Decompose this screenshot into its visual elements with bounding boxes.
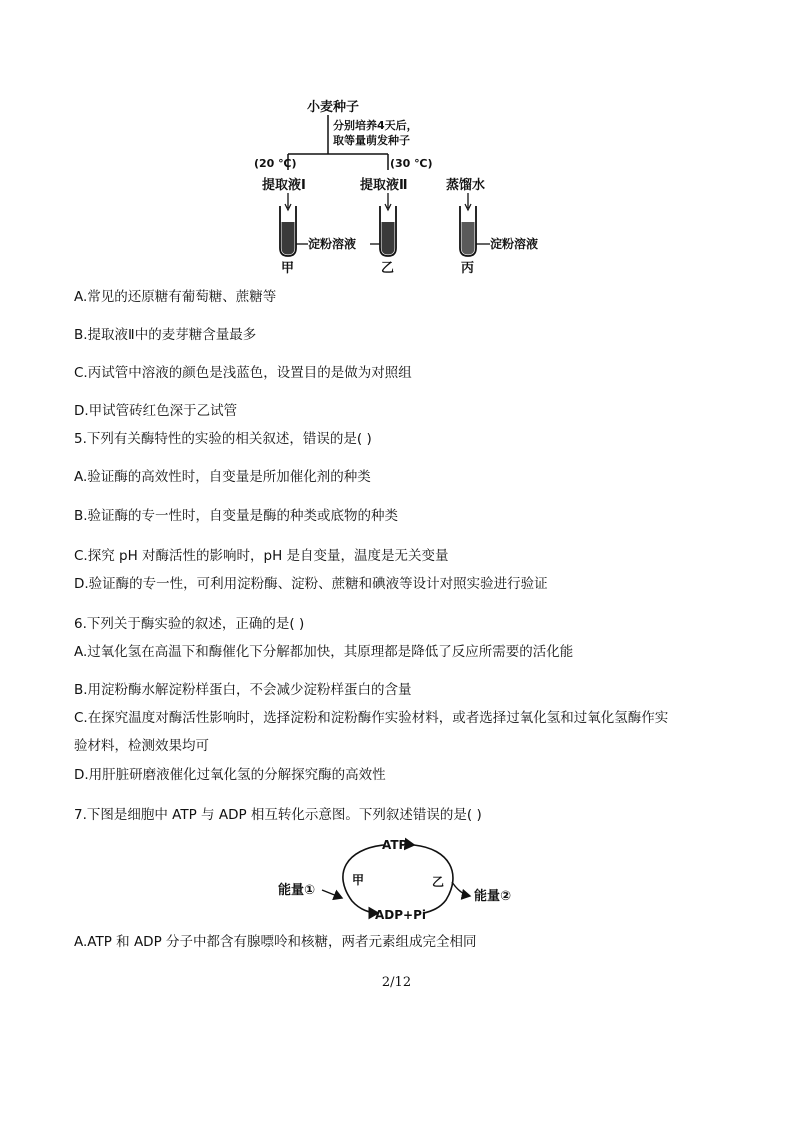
experiment-figure <box>250 96 550 276</box>
q5-stem: 5.下列有关酶特性的实验的相关叙述，错误的是( ) <box>74 431 372 447</box>
energy-1-label: 能量① <box>278 883 316 898</box>
q4-option-c: C.丙试管中溶液的颜色是浅蓝色，设置目的是做为对照组 <box>74 365 412 381</box>
q6-option-d: D.用肝脏研磨液催化过氧化氢的分解探究酶的高效性 <box>74 767 386 783</box>
q7-stem: 7.下图是细胞中 ATP 与 ADP 相互转化示意图。下列叙述错误的是( ) <box>74 807 482 823</box>
yi-label: 乙 <box>432 875 445 889</box>
extract-1-label: 提取液Ⅰ <box>262 178 306 193</box>
q6-option-b: B.用淀粉酶水解淀粉样蛋白，不会减少淀粉样蛋白的含量 <box>74 682 412 698</box>
atp-adp-figure <box>274 834 524 924</box>
test-tube-yi <box>380 206 396 256</box>
q4-option-b: B.提取液Ⅱ中的麦芽糖含量最多 <box>74 327 257 343</box>
starch-label-2: 淀粉溶液 <box>490 237 539 251</box>
extract-2-label: 提取液Ⅱ <box>360 178 408 193</box>
q6-option-c: C.在探究温度对酶活性影响时，选择淀粉和淀粉酶作实验材料，或者选择过氧化氢和过氧化氢酶作实 <box>74 710 669 726</box>
q6-option-c-cont: 验材料，检测效果均可 <box>74 738 209 754</box>
test-tube-bing <box>460 206 476 256</box>
jia-label: 甲 <box>352 873 365 887</box>
temp-20-label: (20 ℃) <box>254 157 297 170</box>
tube-label-jia: 甲 <box>281 261 295 276</box>
atp-label: ATP <box>382 838 408 852</box>
q5-option-d: D.验证酶的专一性，可利用淀粉酶、淀粉、蔗糖和碘液等设计对照实验进行验证 <box>74 576 548 592</box>
water-label: 蒸馏水 <box>446 178 486 193</box>
q5-option-b: B.验证酶的专一性时，自变量是酶的种类或底物的种类 <box>74 508 399 524</box>
q6-option-a: A.过氧化氢在高温下和酶催化下分解都加快，其原理都是降低了反应所需要的活化能 <box>74 644 574 660</box>
adp-label: ADP+Pi <box>375 908 427 922</box>
tube-label-yi: 乙 <box>381 261 395 276</box>
note-line-2: 取等量萌发种子 <box>333 134 410 147</box>
temp-30-label: (30 ℃) <box>390 157 433 170</box>
starch-label-1: 淀粉溶液 <box>308 237 357 251</box>
energy-2-label: 能量② <box>474 889 512 904</box>
q5-option-c: C.探究 pH 对酶活性的影响时，pH 是自变量，温度是无关变量 <box>74 548 449 564</box>
tube-label-bing: 丙 <box>461 261 475 276</box>
q5-option-a: A.验证酶的高效性时，自变量是所加催化剂的种类 <box>74 469 371 485</box>
q4-option-d: D.甲试管砖红色深于乙试管 <box>74 403 238 419</box>
seed-label: 小麦种子 <box>307 100 360 115</box>
note-line-1: 分别培养4天后， <box>333 119 418 132</box>
page-number: 2/12 <box>381 975 412 990</box>
test-tube-jia <box>280 206 296 256</box>
q7-option-a: A.ATP 和 ADP 分子中都含有腺嘌呤和核糖，两者元素组成完全相同 <box>74 934 477 950</box>
q4-option-a: A.常见的还原糖有葡萄糖、蔗糖等 <box>74 289 277 305</box>
q6-stem: 6.下列关于酶实验的叙述，正确的是( ) <box>74 616 305 632</box>
